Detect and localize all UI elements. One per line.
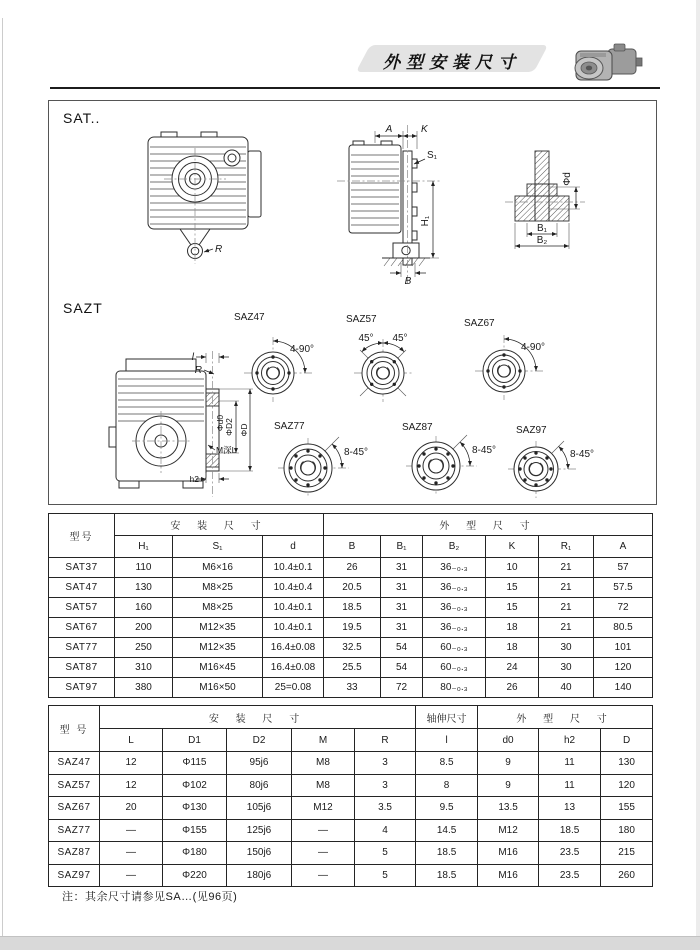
cell: 21 xyxy=(539,598,594,618)
cell: 11 xyxy=(539,752,601,775)
cell: 25=0.08 xyxy=(263,678,324,698)
footnote: 注：其余尺寸请参见SA…(见96页) xyxy=(62,891,238,903)
table-row xyxy=(49,658,653,678)
cell: Φ130 xyxy=(163,797,227,820)
cell: — xyxy=(292,864,355,887)
cell: 23.5 xyxy=(539,864,601,887)
cell: SAT97 xyxy=(49,678,115,698)
dim-label-b2: B₂ xyxy=(536,235,548,246)
cell: 31 xyxy=(381,558,423,578)
t1-col-a: A xyxy=(594,536,653,558)
cell: 5 xyxy=(355,864,416,887)
cell: 72 xyxy=(381,678,423,698)
cell: SAT37 xyxy=(49,558,115,578)
cell: 250 xyxy=(115,638,173,658)
t2-col-m: M xyxy=(292,729,355,752)
cell: 26 xyxy=(324,558,381,578)
cell: 110 xyxy=(115,558,173,578)
cell: 3 xyxy=(355,752,416,775)
flange-view-saz47 xyxy=(234,312,314,402)
dim-label-m-depth: M深L xyxy=(216,445,237,455)
cell: M6×16 xyxy=(173,558,263,578)
dim-label-s1: S₁ xyxy=(427,150,438,161)
cell: 10.4±0.1 xyxy=(263,598,324,618)
cell: 30 xyxy=(539,658,594,678)
cell: 60₋₀.₃ xyxy=(423,638,486,658)
t1-col-d: d xyxy=(263,536,324,558)
table-row xyxy=(49,618,653,638)
dim-label-k: K xyxy=(421,124,428,135)
t2-col-h2: h2 xyxy=(539,729,601,752)
cell: 54 xyxy=(381,638,423,658)
cell: 3 xyxy=(355,774,416,797)
cell: 260 xyxy=(601,864,653,887)
t2-header-install-group: 安 装 尺 寸 xyxy=(100,706,416,729)
cell: 150j6 xyxy=(227,842,292,865)
flange-label: SAZ97 xyxy=(516,425,547,436)
cell: SAT77 xyxy=(49,638,115,658)
cell: 72 xyxy=(594,598,653,618)
dim-label-l: l xyxy=(191,352,194,363)
cell: 13.5 xyxy=(478,797,539,820)
cell: M8 xyxy=(292,774,355,797)
cell: M8 xyxy=(292,752,355,775)
cell: Φ115 xyxy=(163,752,227,775)
t2-col-l: L xyxy=(100,729,163,752)
cell: 15 xyxy=(486,578,539,598)
flange-label: SAZ87 xyxy=(402,422,433,433)
cell: 95j6 xyxy=(227,752,292,775)
cell: 21 xyxy=(539,558,594,578)
cell: 3.5 xyxy=(355,797,416,820)
cell: M16 xyxy=(478,864,539,887)
cell: M8×25 xyxy=(173,578,263,598)
cell: 130 xyxy=(115,578,173,598)
cell: M16×50 xyxy=(173,678,263,698)
t2-col-d2: D2 xyxy=(227,729,292,752)
flange-view-saz67 xyxy=(464,318,545,400)
cell: 30 xyxy=(539,638,594,658)
cell: 80₋₀.₃ xyxy=(423,678,486,698)
cell: 18 xyxy=(486,638,539,658)
cell: SAT87 xyxy=(49,658,115,678)
cell: 18 xyxy=(486,618,539,638)
cell: 8.5 xyxy=(416,752,478,775)
t1-header-install-group: 安 装 尺 寸 xyxy=(115,514,324,536)
flange-view-saz57 xyxy=(346,314,412,402)
dim-label-r2: R xyxy=(194,365,202,376)
t2-header-shaft-group: 轴伸尺寸 xyxy=(416,706,478,729)
t2-col-r: R xyxy=(355,729,416,752)
cell: 11 xyxy=(539,774,601,797)
cell: SAZ87 xyxy=(49,842,100,865)
t1-header-outline-group: 外 型 尺 寸 xyxy=(324,514,653,536)
dim-label-h2: h2 xyxy=(189,474,199,484)
cell: 16.4±0.08 xyxy=(263,658,324,678)
flange-view-saz97 xyxy=(508,425,594,498)
cell: 10.4±0.1 xyxy=(263,558,324,578)
scan-edge-right xyxy=(696,0,700,950)
flange-label: SAZ57 xyxy=(346,314,377,325)
cell: 18.5 xyxy=(416,864,478,887)
dim-label-phi-d2: ΦD2 xyxy=(224,418,234,436)
cell: 80.5 xyxy=(594,618,653,638)
cell: 16.4±0.08 xyxy=(263,638,324,658)
flange-view-saz87 xyxy=(402,422,496,496)
flange-angle-label: 45° xyxy=(358,333,374,344)
cell: M12 xyxy=(292,797,355,820)
cell: — xyxy=(100,819,163,842)
cell: SAZ57 xyxy=(49,774,100,797)
cell: 310 xyxy=(115,658,173,678)
table-row xyxy=(49,797,653,820)
table-row xyxy=(49,752,653,775)
cell: 5 xyxy=(355,842,416,865)
cell: 13 xyxy=(539,797,601,820)
dim-label-b: B xyxy=(404,276,412,287)
cell: SAT47 xyxy=(49,578,115,598)
flange-angle-label: 4-90° xyxy=(290,344,315,355)
cell: Φ102 xyxy=(163,774,227,797)
cell: SAZ47 xyxy=(49,752,100,775)
cell: 10 xyxy=(486,558,539,578)
cell: 101 xyxy=(594,638,653,658)
sat-front-view-drawing xyxy=(148,132,261,264)
t1-col-s1: S₁ xyxy=(173,536,263,558)
cell: 57.5 xyxy=(594,578,653,598)
cell: M12 xyxy=(478,819,539,842)
cell: 32.5 xyxy=(324,638,381,658)
cell: 9.5 xyxy=(416,797,478,820)
cell: 4 xyxy=(355,819,416,842)
table-row xyxy=(49,598,653,618)
dim-label-a: A xyxy=(385,124,393,135)
table-row xyxy=(49,819,653,842)
cell: 180j6 xyxy=(227,864,292,887)
cell: 12 xyxy=(100,774,163,797)
cell: 15 xyxy=(486,598,539,618)
t2-col-shaft-l: l xyxy=(416,729,478,752)
t2-header-model: 型 号 xyxy=(49,706,100,752)
page-scan-edge xyxy=(0,936,700,950)
table-row xyxy=(49,774,653,797)
cell: 18.5 xyxy=(539,819,601,842)
drawing-canvas xyxy=(49,101,656,504)
flange-angle-label: 8-45° xyxy=(344,447,369,458)
saz-dimensions-table xyxy=(48,705,653,887)
t1-header-model: 型号 xyxy=(49,514,115,558)
dim-label-h1: H₁ xyxy=(420,215,431,227)
sat-side-view-drawing xyxy=(337,124,441,287)
cell: 36₋₀.₃ xyxy=(423,598,486,618)
dim-label-b1: B₁ xyxy=(536,223,548,234)
cell: Φ155 xyxy=(163,819,227,842)
cell: 21 xyxy=(539,618,594,638)
flange-label: SAZ67 xyxy=(464,318,495,329)
cell: 31 xyxy=(381,598,423,618)
sat-series-label: SAT.. xyxy=(63,110,101,126)
cell: 180 xyxy=(601,819,653,842)
cell: 125j6 xyxy=(227,819,292,842)
dim-label-phi-d0: Φd0 xyxy=(215,414,225,432)
cell: 120 xyxy=(601,774,653,797)
cell: — xyxy=(292,819,355,842)
drawings-panel xyxy=(48,100,657,505)
table-row xyxy=(49,558,653,578)
cell: 36₋₀.₃ xyxy=(423,578,486,598)
cell: 54 xyxy=(381,658,423,678)
cell: 33 xyxy=(324,678,381,698)
cell: 155 xyxy=(601,797,653,820)
cell: 18.5 xyxy=(324,598,381,618)
table-row xyxy=(49,864,653,887)
page-title: 外型安装尺寸 xyxy=(383,53,521,72)
cell: 120 xyxy=(594,658,653,678)
cell: SAZ77 xyxy=(49,819,100,842)
cell: 9 xyxy=(478,752,539,775)
cell: — xyxy=(100,842,163,865)
t2-col-d-outer: D xyxy=(601,729,653,752)
cell: SAZ67 xyxy=(49,797,100,820)
cell: M8×25 xyxy=(173,598,263,618)
t2-header-outline-group: 外 型 尺 寸 xyxy=(478,706,653,729)
cell: Φ180 xyxy=(163,842,227,865)
cell: 200 xyxy=(115,618,173,638)
cell: 105j6 xyxy=(227,797,292,820)
cell: 20.5 xyxy=(324,578,381,598)
gearbox-photo-icon xyxy=(568,40,644,88)
flange-angle-label: 4-90° xyxy=(521,342,546,353)
cell: 12 xyxy=(100,752,163,775)
cell: 14.5 xyxy=(416,819,478,842)
cell: 18.5 xyxy=(416,842,478,865)
t1-col-k: K xyxy=(486,536,539,558)
dim-label-r: R xyxy=(215,244,223,255)
flange-angle-label: 45° xyxy=(392,333,408,344)
cell: 215 xyxy=(601,842,653,865)
t2-col-d1: D1 xyxy=(163,729,227,752)
table-row xyxy=(49,638,653,658)
cell: M12×35 xyxy=(173,638,263,658)
cell: 36₋₀.₃ xyxy=(423,618,486,638)
cell: — xyxy=(292,842,355,865)
dim-label-phi-d: Φd xyxy=(562,172,573,186)
cell: — xyxy=(100,864,163,887)
flange-label: SAZ47 xyxy=(234,312,265,323)
cell: 19.5 xyxy=(324,618,381,638)
cell: 380 xyxy=(115,678,173,698)
cell: 57 xyxy=(594,558,653,578)
cell: 20 xyxy=(100,797,163,820)
scan-edge-left xyxy=(2,18,3,938)
cell: SAT67 xyxy=(49,618,115,638)
table-row xyxy=(49,578,653,598)
cell: SAT57 xyxy=(49,598,115,618)
cell: 31 xyxy=(381,618,423,638)
flange-label: SAZ77 xyxy=(274,421,305,432)
cell: 10.4±0.1 xyxy=(263,618,324,638)
table-row xyxy=(49,678,653,698)
cell: 40 xyxy=(539,678,594,698)
sat-bushing-section-drawing xyxy=(505,151,585,249)
t1-col-b1: B₁ xyxy=(381,536,423,558)
cell: 26 xyxy=(486,678,539,698)
cell: 60₋₀.₃ xyxy=(423,658,486,678)
t2-col-d0: d0 xyxy=(478,729,539,752)
cell: 10.4±0.4 xyxy=(263,578,324,598)
cell: 21 xyxy=(539,578,594,598)
cell: 25.5 xyxy=(324,658,381,678)
cell: Φ220 xyxy=(163,864,227,887)
sat-dimensions-table xyxy=(48,513,653,698)
sazt-series-label: SAZT xyxy=(63,300,103,316)
cell: M16 xyxy=(478,842,539,865)
flange-angle-label: 8-45° xyxy=(472,445,497,456)
flange-angle-label: 8-45° xyxy=(570,449,595,460)
table-row xyxy=(49,842,653,865)
t1-col-r1: R₁ xyxy=(539,536,594,558)
cell: M16×45 xyxy=(173,658,263,678)
cell: M12×35 xyxy=(173,618,263,638)
cell: 24 xyxy=(486,658,539,678)
dim-label-phi-d-outer: ΦD xyxy=(239,423,249,437)
sazt-side-view-drawing xyxy=(109,351,253,497)
cell: 31 xyxy=(381,578,423,598)
flange-view-saz77 xyxy=(274,421,368,498)
t1-col-b: B xyxy=(324,536,381,558)
cell: 8 xyxy=(416,774,478,797)
cell: 9 xyxy=(478,774,539,797)
cell: 36₋₀.₃ xyxy=(423,558,486,578)
cell: 140 xyxy=(594,678,653,698)
cell: SAZ97 xyxy=(49,864,100,887)
t1-col-h1: H₁ xyxy=(115,536,173,558)
t1-col-b2: B₂ xyxy=(423,536,486,558)
cell: 160 xyxy=(115,598,173,618)
cell: 80j6 xyxy=(227,774,292,797)
cell: 23.5 xyxy=(539,842,601,865)
header-divider xyxy=(50,87,660,89)
cell: 130 xyxy=(601,752,653,775)
